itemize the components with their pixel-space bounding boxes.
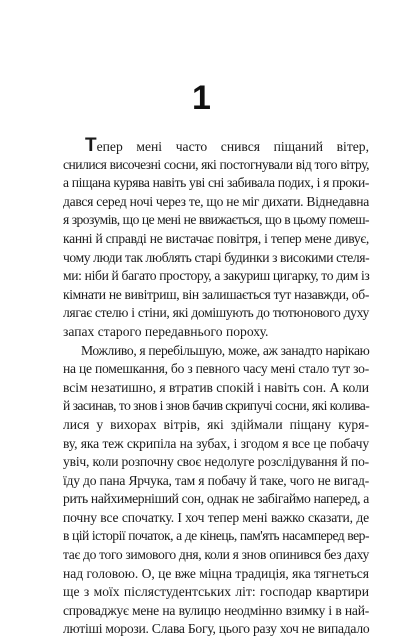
body-text bbox=[63, 137, 369, 639]
text-line: а піщана курява навіть уві сні забивала подих, і я проки- bbox=[63, 175, 369, 191]
text-line: лютіші морози. Слава Богу, цього разу хоч не випадало bbox=[63, 621, 370, 637]
text-line: на це помешкання, бо з певного часу мені стало тут зо- bbox=[63, 361, 369, 377]
text-line: всім незатишно, я втратив спокій і навіть сон. А коли bbox=[63, 379, 370, 395]
text-line: спроваджує мене на вулицю неодмінно взимку і в най- bbox=[63, 602, 369, 618]
text-line: Можливо, я перебільшую, може, аж занадто нарікаю bbox=[81, 342, 370, 358]
text-line: ву, яка теж скрипіла на зубах, і згодом я все це побачу bbox=[63, 435, 369, 451]
text-line: почну все спочатку. І хоч тепер мені важко сказати, де bbox=[63, 509, 369, 525]
text-line: й засинав, то знов і знов бачив скрипучі сосни, які колива- bbox=[63, 398, 370, 414]
text-line: їду до пана Ярчука, там я побачу й таке, чого не вигад- bbox=[63, 472, 369, 488]
text-line: в цій історії початок, а де кінець, пам'ять насамперед вер- bbox=[63, 528, 369, 544]
text-line: ми: ніби й багато простору, а закуриш цигарку, то дим із bbox=[63, 268, 370, 284]
text-line: снилися височезні сосни, які постогнували від того вітру, bbox=[63, 156, 369, 172]
chapter-number: 1 bbox=[192, 79, 211, 117]
text-line: ще з моїх післястудентських літ: господар квартири bbox=[63, 584, 369, 600]
drop-cap: Т bbox=[85, 135, 97, 156]
text-line: чому люди так люблять старі будинки з високими стеля- bbox=[63, 249, 370, 265]
text-line: епер мені часто снився піщаний вітер, bbox=[96, 139, 369, 154]
text-line: лися у вихорах вітрів, які здіймали піщану куря- bbox=[63, 416, 369, 432]
text-line: дався серед ночі через те, що не міг дихати. Віднедавна bbox=[63, 193, 369, 209]
text-line: кімнати не вивітриш, він залишається тут назавжди, об- bbox=[63, 286, 369, 302]
text-line: запах старого передавнього пороху. bbox=[63, 323, 269, 339]
text-line: тає до того зимового дня, коли я знов опинився без даху bbox=[63, 547, 369, 563]
text-line: канні й справді не вистачає повітря, і тепер мене дивує, bbox=[63, 230, 369, 246]
paragraph-1-line-1 bbox=[63, 137, 369, 156]
text-line: рить найхимерніший сон, однак не забігаймо наперед, а bbox=[63, 491, 369, 507]
text-line: над головою. О, це вже міцна традиція, яка тягнеться bbox=[63, 565, 369, 581]
text-line: увіч, коли розпочну своє недолуге розслідування й по- bbox=[63, 454, 369, 470]
text-line: лягає стелю і стіни, які домішують до тютюнового духу bbox=[63, 305, 369, 321]
text-line: я зрозумів, що це мені не ввижається, що в цьому помеш- bbox=[63, 212, 369, 228]
